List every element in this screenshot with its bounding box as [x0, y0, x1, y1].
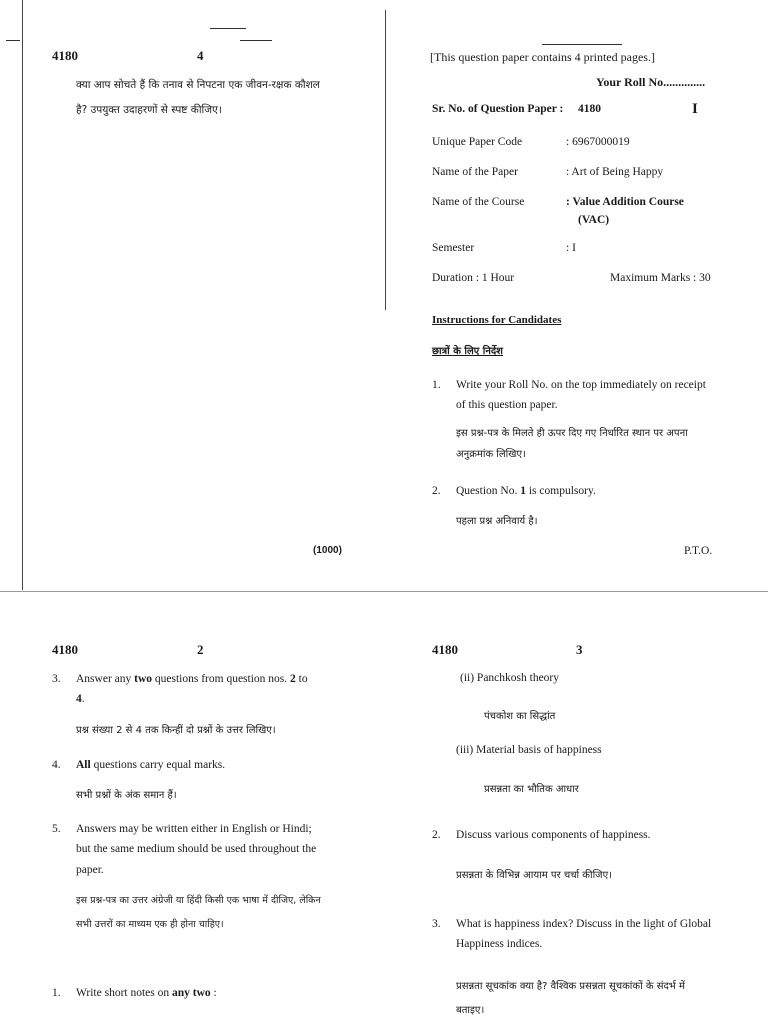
page-dash-2 [240, 40, 272, 41]
instruction-5-line-3: paper. [76, 864, 104, 876]
instruction-4-text: All questions carry equal marks. [76, 759, 226, 771]
instructions-heading: Instructions for Candidates [432, 314, 562, 326]
sr-no-label: Sr. No. of Question Paper : [432, 103, 564, 115]
center-divider-top [385, 10, 386, 310]
top-left-dash [6, 40, 20, 41]
maximum-marks: Maximum Marks : 30 [610, 272, 711, 284]
paper-code: 4180 [52, 642, 78, 657]
instruction-1-hindi-2: अनुक्रमांक लिखिए। [456, 449, 526, 460]
question-text-hindi: क्या आप सोचते हैं कि तनाव से निपटना एक जीवन-रक्षक कौशल [76, 79, 320, 91]
page-separator [0, 591, 768, 592]
paper-name-value: : Art of Being Happy [566, 166, 664, 178]
course-name-value: : Value Addition Course [566, 196, 684, 208]
page-number: 3 [576, 642, 583, 657]
instruction-2-text: Question No. 1 is compulsory. [456, 485, 596, 497]
right-top-dash [542, 44, 622, 45]
page-number: 4 [197, 48, 204, 63]
course-name-label: Name of the Course [432, 196, 525, 208]
paper-code-value: : 6967000019 [566, 136, 630, 148]
left-edge-line [22, 0, 23, 590]
question-3-hindi-1: प्रसन्नता सूचकांक क्या है? वैश्विक प्रसन्नता सूचकांकों के संदर्भ में [456, 981, 685, 992]
question-3-hindi-2: बताइए। [456, 1005, 485, 1016]
instructions-heading-hindi: छात्रों के लिए निर्देश [432, 346, 503, 357]
part-iii-text: (iii) Material basis of happiness [456, 744, 602, 756]
part-ii-hindi: पंचकोश का सिद्धांत [484, 711, 556, 722]
paper-code: 4180 [432, 642, 458, 657]
instruction-1-line-2: of this question paper. [456, 399, 558, 411]
semester-label: Semester [432, 242, 475, 254]
copies-count: (1000) [313, 545, 342, 556]
instruction-5-line-1: Answers may be written either in English or Hindi; [76, 823, 312, 835]
instruction-4-hindi: सभी प्रश्नों के अंक समान हैं। [76, 790, 177, 801]
sr-no-value: 4180 [578, 103, 601, 115]
page-number: 2 [197, 642, 204, 657]
instruction-3-line-1: Answer any two questions from question nos. 2 to [76, 673, 308, 685]
question-3-line-1: What is happiness index? Discuss in the light of Global [456, 918, 712, 930]
paper-code-label: Unique Paper Code [432, 136, 523, 148]
question-3-number: 3. [432, 918, 441, 930]
please-turn-over: P.T.O. [684, 545, 713, 557]
roll-number-line: Your Roll No.............. [596, 75, 706, 89]
question-2-hindi: प्रसन्नता के विभिन्न आयाम पर चर्चा कीजिए। [456, 870, 612, 881]
page-dash-1 [210, 28, 246, 29]
question-2-number: 2. [432, 829, 441, 841]
question-2-text: Discuss various components of happiness. [456, 829, 651, 841]
instruction-1-number: 1. [432, 379, 441, 391]
sr-mark: I [692, 101, 698, 117]
paper-name-label: Name of the Paper [432, 166, 518, 178]
semester-value: : I [566, 242, 576, 254]
course-name-value-2: (VAC) [578, 214, 610, 226]
question-1-text: Write short notes on any two : [76, 987, 217, 999]
instruction-3-hindi: प्रश्न संख्या 2 से 4 तक किन्हीं दो प्रश्नों के उत्तर लिखिए। [76, 725, 276, 736]
instruction-3-number: 3. [52, 673, 61, 685]
part-ii-text: (ii) Panchkosh theory [460, 672, 560, 684]
part-iii-hindi: प्रसन्नता का भौतिक आधार [484, 784, 579, 795]
paper-code: 4180 [52, 48, 78, 63]
duration: Duration : 1 Hour [432, 272, 515, 284]
instruction-1-line-1: Write your Roll No. on the top immediately on receipt [456, 379, 706, 391]
question-3-line-2: Happiness indices. [456, 938, 543, 950]
printed-pages-notice: [This question paper contains 4 printed pages.] [430, 50, 655, 64]
instruction-5-hindi-2: सभी उत्तरों का माध्यम एक ही होना चाहिए। [76, 919, 224, 930]
question-1-number: 1. [52, 987, 61, 999]
instruction-5-hindi-1: इस प्रश्न-पत्र का उत्तर अंग्रेजी या हिंदी किसी एक भाषा में दीजिए, लेकिन [76, 895, 321, 906]
instruction-4-number: 4. [52, 759, 61, 771]
instruction-2-number: 2. [432, 485, 441, 497]
instruction-5-line-2: but the same medium should be used throughout the [76, 843, 317, 855]
instruction-2-hindi: पहला प्रश्न अनिवार्य है। [456, 516, 538, 527]
instruction-5-number: 5. [52, 823, 61, 835]
instruction-1-hindi-1: इस प्रश्न-पत्र के मिलते ही ऊपर दिए गए निर्धारित स्थान पर अपना [456, 428, 688, 439]
question-text-hindi-2: है? उपयुक्त उदाहरणों से स्पष्ट कीजिए। [76, 104, 222, 116]
instruction-3-line-2: 4. [76, 693, 85, 705]
